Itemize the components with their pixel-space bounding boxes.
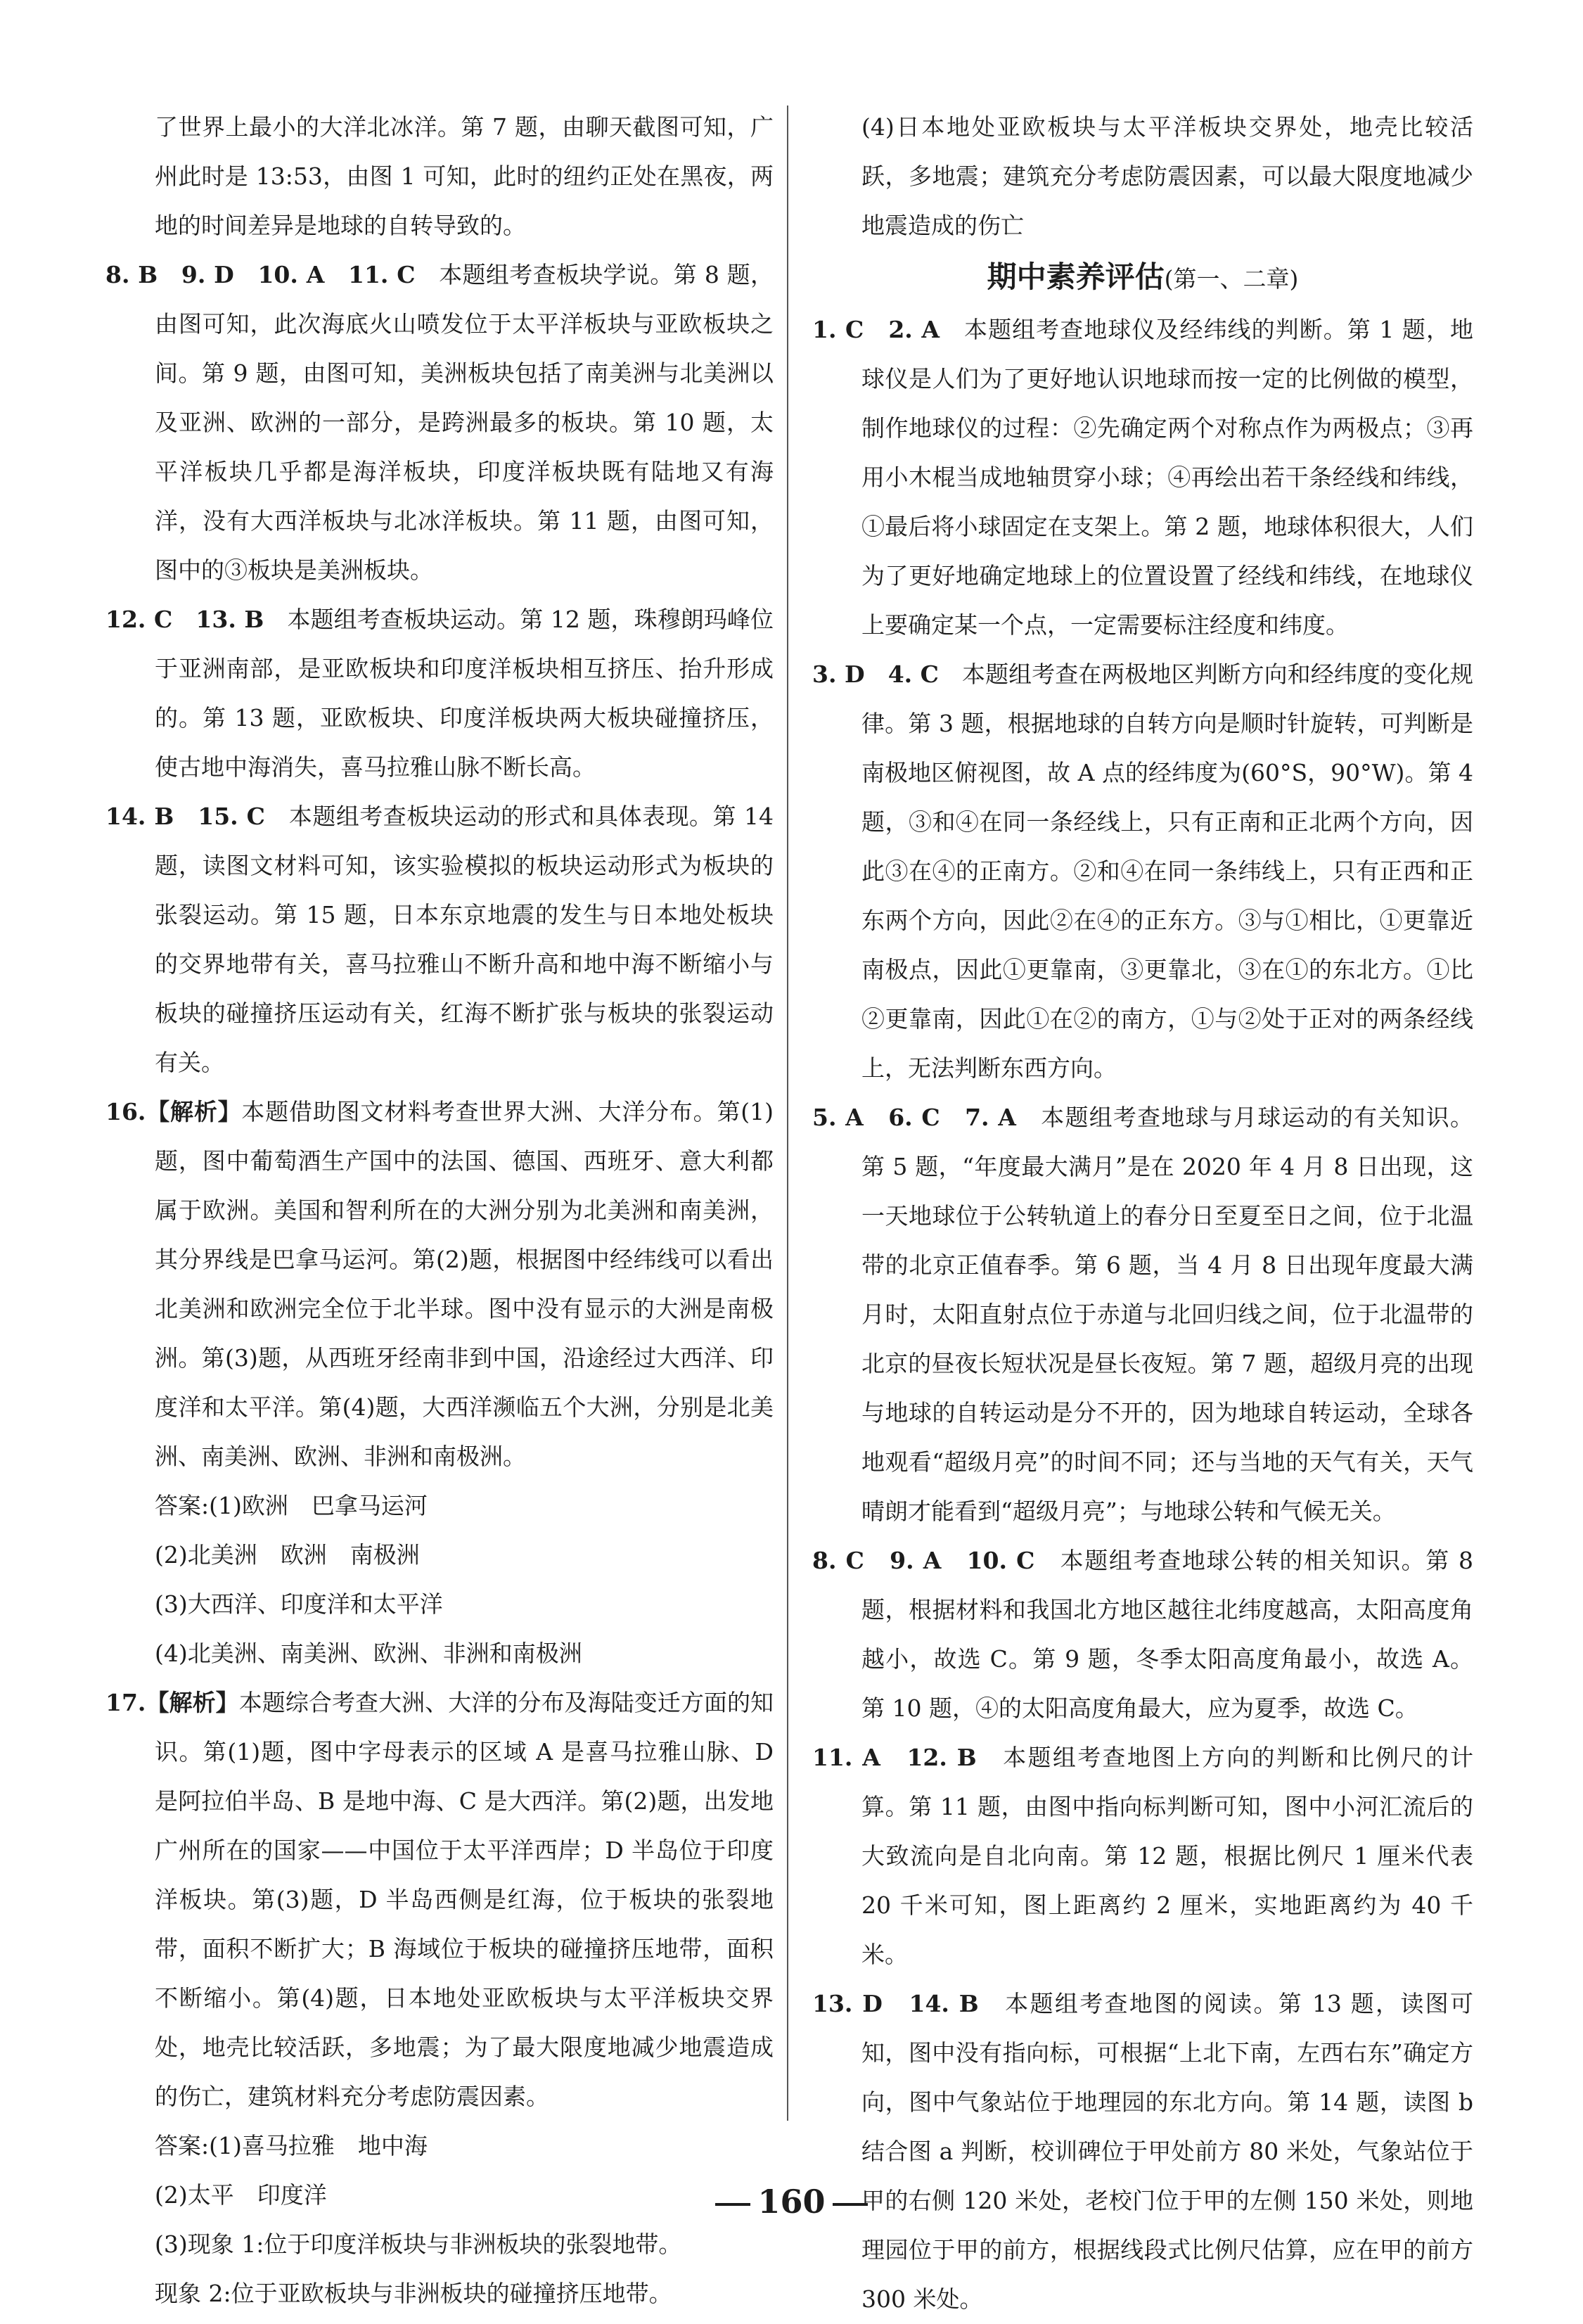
answer-line: (2)北美洲 欧洲 南极洲 (155, 1541, 420, 1569)
answer-label: 13. D 14. B (812, 1990, 979, 2017)
answer-q16 (105, 1087, 774, 1481)
right-column (812, 103, 1473, 2324)
answer-q11-12 (812, 1733, 1473, 1979)
answer-q17 (105, 1678, 774, 2121)
answer-text: 本题组考查板块学说。第 8 题，由图可知，此次海底火山喷发位于太平洋板块与亚欧板块之间。第 9 题，由图可知，美洲板块包括了南美洲与北美洲以及亚洲、欧洲的一部分，是跨洲最多的板块。第 10 题，太平洋板块几乎都是海洋板块，印度洋板块既有陆地又有海洋，没有大西洋板块与北冰洋板块。第 11 题，由图可知，图中的③板块是美洲板块。 (155, 261, 774, 584)
answer-text: 本题组考查地图上方向的判断和比例尺的计算。第 11 题，由图中指向标判断可知，图中小河汇流后的大致流向是自北向南。第 12 题，根据比例尺 1 厘米代表 20 千米可知，图上距离约 2 厘米，实地距离约为 40 千米。 (861, 1744, 1474, 1968)
section-title-sub: (第一、二章) (1164, 265, 1299, 293)
answer-q8-10 (812, 1536, 1473, 1733)
answer-text: 本题借助图文材料考查世界大洲、大洋分布。第(1)题，图中葡萄酒生产国中的法国、德国、西班牙、意大利都属于欧洲。美国和智利所在的大洲分别为北美洲和南美洲，其分界线是巴拿马运河。第(2)题，根据图中经纬线可以看出北美洲和欧洲完全位于北半球。图中没有显示的大洲是南极洲。第(3)题，从西班牙经南非到中国，沿途经过大西洋、印度洋和太平洋。第(4)题，大西洋濒临五个大洲，分别是北美洲、南美洲、欧洲、非洲和南极洲。 (155, 1098, 774, 1470)
answer-text: 本题组考查在两极地区判断方向和经纬度的变化规律。第 3 题，根据地球的自转方向是顺时针旋转，可判断是南极地区俯视图，故 A 点的经纬度为(60°S，90°W)。第 4 题，③和④在同一条经线上，只有正南和正北两个方向，因此③在④的正南方。②和④在同一条纬线上，只有正西和正东两个方向，因此②在④的正东方。③与①相比，①更靠近南极点，因此①更靠南，③更靠北，③在①的东北方。①比②更靠南，因此①在②的南方，①与②处于正对的两条经线上，无法判断东西方向。 (861, 660, 1474, 1082)
answer-text: 本题组考查地球与月球运动的有关知识。第 5 题，“年度最大满月”是在 2020 年 4 月 8 日出现，这一天地球位于公转轨道上的春分日至夏至日之间，位于北温带的北京正值春季。第 6 题，当 4 月 8 日出现年度最大满月时，太阳直射点位于赤道与北回归线之间，位于北温带的北京的昼夜长短状况是昼长夜短。第 7 题，超级月亮的出现与地球的自转运动是分不开的，因为地球自转运动，全球各地观看“超级月亮”的时间不同；还与当地的天气有关，天气晴朗才能看到“超级月亮”；与地球公转和气候无关。 (861, 1104, 1473, 1525)
answer-q12-13 (105, 595, 774, 792)
continued-q17-4-text: (4)日本地处亚欧板块与太平洋板块交界处，地壳比较活跃，多地震；建筑充分考虑防震因素，可以最大限度地减少地震造成的伤亡 (861, 113, 1473, 239)
answer-line: 现象 2:位于亚欧板块与非洲板块的碰撞挤压地带。 (155, 2280, 672, 2307)
dash-left-decoration (715, 2203, 750, 2206)
section-title (812, 250, 1473, 305)
answer-text: 本题组考查地球仪及经纬线的判断。第 1 题，地球仪是人们为了更好地认识地球而按一定的比例做的模型，制作地球仪的过程：②先确定两个对称点作为两极点；③再用小木棍当成地轴贯穿小球；④再绘出若干条经线和纬线，①最后将小球固定在支架上。第 2 题，地球体积很大，人们为了更好地确定地球上的位置设置了经线和纬线，在地球仪上要确定某一个点，一定需要标注经度和纬度。 (861, 316, 1473, 639)
answer-label: 17.【解析】 (105, 1689, 239, 1716)
answer-label: 11. A 12. B (812, 1744, 977, 1771)
answer-label: 12. C 13. B (105, 606, 264, 633)
answer-line: (3)现象 1:位于印度洋板块与非洲板块的张裂地带。 (155, 2230, 682, 2258)
answer-label: 5. A 6. C 7. A (812, 1104, 1016, 1131)
page-number (0, 2181, 1583, 2223)
answer-line: 答案:(1)欧洲 巴拿马运河 (155, 1492, 428, 1519)
answer-text: 本题组考查地球公转的相关知识。第 8 题，根据材料和我国北方地区越往北纬度越高，太阳高度角越小，故选 C。第 9 题，冬季太阳高度角最小，故选 A。第 10 题，④的太阳高度角最大，应为夏季，故选 C。 (861, 1547, 1473, 1722)
left-column (105, 103, 774, 2318)
answer-q14-15 (105, 792, 774, 1087)
answer-text: 本题综合考查大洲、大洋的分布及海陆变迁方面的知识。第(1)题，图中字母表示的区域 A 是喜马拉雅山脉、D 是阿拉伯半岛、B 是地中海、C 是大西洋。第(2)题，出发地广州所在的国家——中国位于太平洋西岸；D 半岛位于印度洋板块。第(3)题，D 半岛西侧是红海，位于板块的张裂地带，面积不断扩大；B 海域位于板块的碰撞挤压地带，面积不断缩小。第(4)题，日本地处亚欧板块与太平洋板块交界处，地壳比较活跃，多地震；为了最大限度地减少地震造成的伤亡，建筑材料充分考虑防震因素。 (155, 1689, 774, 2110)
answer-line: (3)大西洋、印度洋和太平洋 (155, 1590, 443, 1618)
section-title-main: 期中素养评估 (987, 260, 1165, 294)
answer-q3-4 (812, 650, 1473, 1093)
answer-text: 本题组考查板块运动的形式和具体表现。第 14 题，读图文材料可知，该实验模拟的板块运动形式为板块的张裂运动。第 15 题，日本东京地震的发生与日本地处板块的交界地带有关，喜马拉雅山不断升高和地中海不断缩小与板块的碰撞挤压运动有关，红海不断扩张与板块的张裂运动有关。 (155, 803, 774, 1076)
answer-label: 3. D 4. C (812, 660, 939, 688)
answer-q5-7 (812, 1093, 1473, 1536)
answer-q8-11 (105, 250, 774, 595)
page-number-text: 160 (757, 2183, 826, 2221)
answer-line: 答案:(1)喜马拉雅 地中海 (155, 2132, 428, 2159)
continued-q7-text: 了世界上最小的大洋北冰洋。第 7 题，由聊天截图可知，广州此时是 13:53，由图 1 可知，此时的纽约正处在黑夜，两地的时间差异是地球的自转导致的。 (155, 113, 774, 239)
answer-line: (4)北美洲、南美洲、欧洲、非洲和南极洲 (155, 1640, 582, 1667)
answer-label: 16.【解析】 (105, 1098, 242, 1125)
answer-q13-14 (812, 1979, 1473, 2324)
answer-q1-2 (812, 305, 1473, 650)
dash-right-decoration (833, 2203, 868, 2206)
column-divider (787, 106, 788, 2121)
answer-text: 本题组考查板块运动。第 12 题，珠穆朗玛峰位于亚洲南部，是亚欧板块和印度洋板块相互挤压、抬升形成的。第 13 题，亚欧板块、印度洋板块两大板块碰撞挤压，使古地中海消失，喜马拉雅山脉不断长高。 (155, 606, 774, 781)
answer-text: 本题组考查地图的阅读。第 13 题，读图可知，图中没有指向标，可根据“上北下南，左西右东”确定方向，图中气象站位于地理园的东北方向。第 14 题，读图 b 结合图 a 判断，校训碑位于甲处前方 80 米处，气象站位于甲的右侧 120 米处，老校门位于甲的左侧 150 米处，则地理园位于甲的前方，根据线段式比例尺估算，应在甲的前方 300 米处。 (861, 1990, 1473, 2313)
answer-label: 8. C 9. A 10. C (812, 1547, 1035, 1574)
answer-label: 1. C 2. A (812, 316, 940, 343)
answer-line: (2)太平 印度洋 (155, 2181, 327, 2209)
answer-label: 14. B 15. C (105, 803, 265, 830)
answer-label: 8. B 9. D 10. A 11. C (105, 261, 416, 288)
